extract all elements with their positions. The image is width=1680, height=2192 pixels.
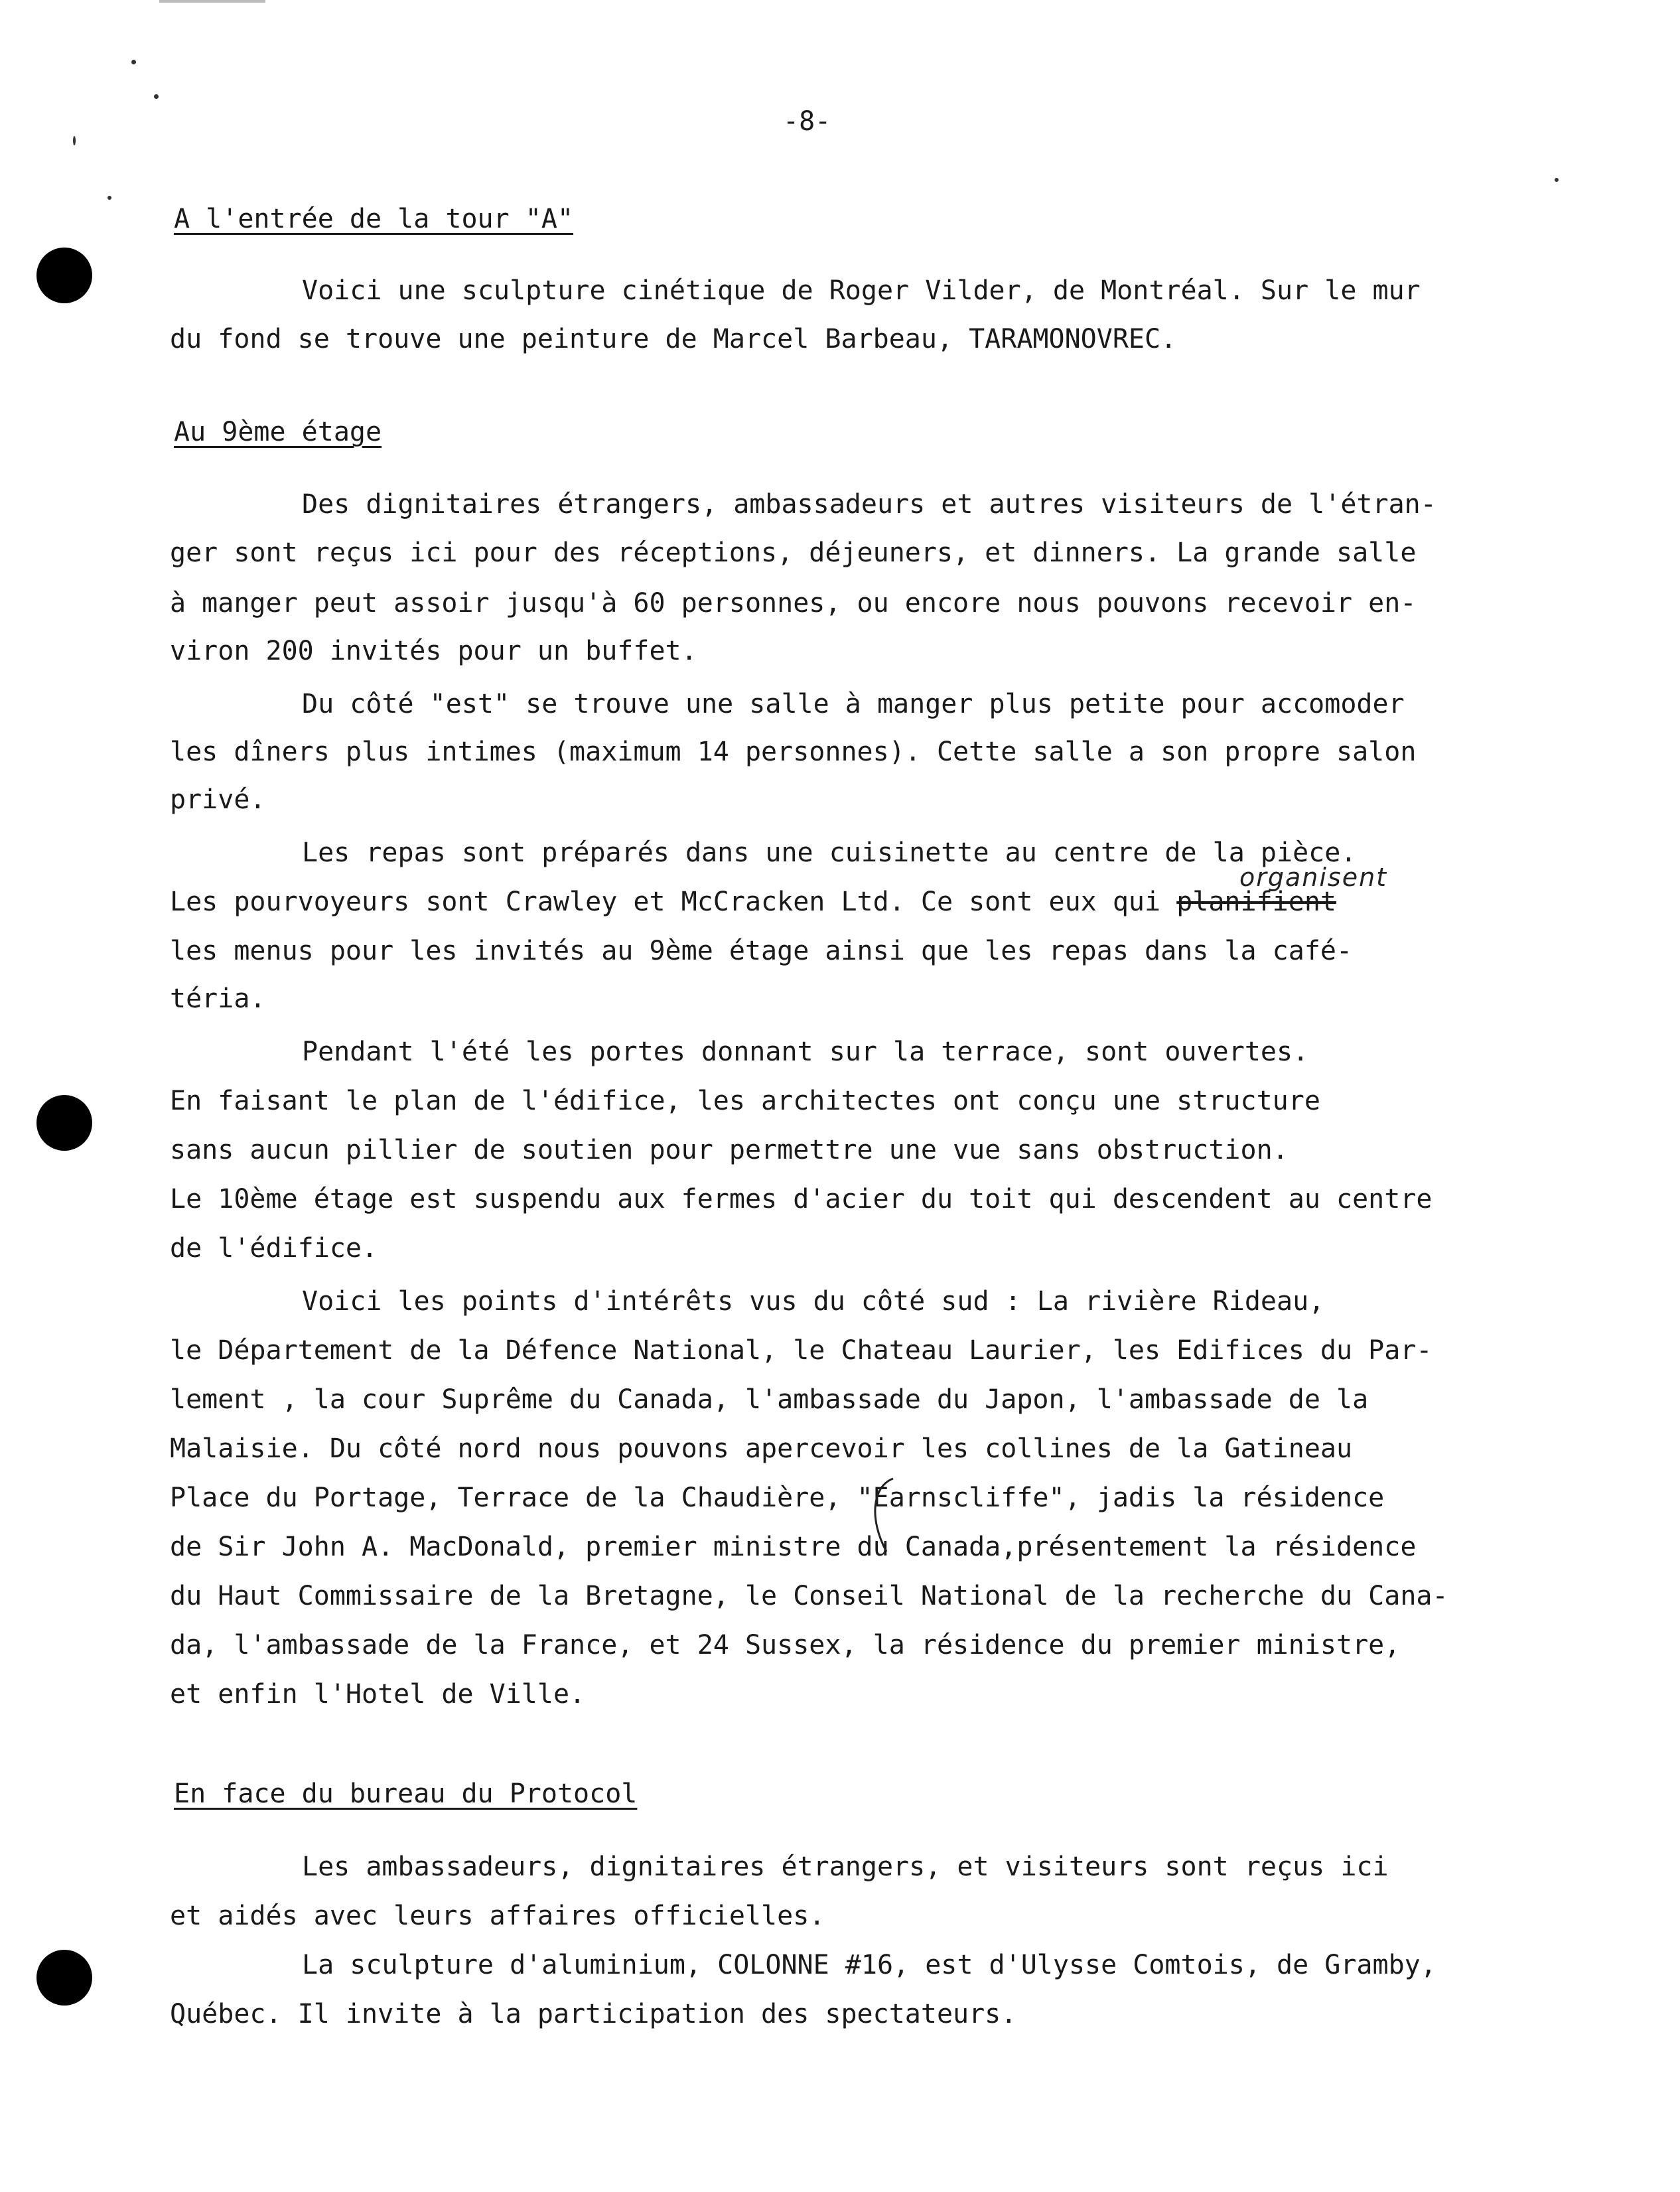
text-line: du Haut Commissaire de la Bretagne, le Conseil National de la recherche du Cana- <box>170 1581 1448 1611</box>
text-line: Québec. Il invite à la participation des spectateurs. <box>170 1999 1017 2029</box>
text-line: Le 10ème étage est suspendu aux fermes d'acier du toit qui descendent au centre <box>170 1184 1433 1214</box>
text-line: ger sont reçus ici pour des réceptions, déjeuners, et dinners. La grande salle <box>170 538 1417 568</box>
text-line: à manger peut assoir jusqu'à 60 personnes, ou encore nous pouvons recevoir en- <box>170 588 1417 619</box>
text-line: de Sir John A. MacDonald, premier ministre du Canada,présentement la résidence <box>170 1532 1417 1562</box>
text-line: du fond se trouve une peinture de Marcel Barbeau, TARAMONOVREC. <box>170 324 1177 354</box>
text-line: Voici les points d'intérêts vus du côté sud : La rivière Rideau, <box>302 1286 1325 1317</box>
punch-hole <box>36 1095 92 1151</box>
text-line: da, l'ambassade de la France, et 24 Sussex, la résidence du premier ministre, <box>170 1630 1401 1660</box>
text-segment: Les pourvoyeurs sont Crawley et McCracken Ltd. Ce sont eux qui <box>170 887 1161 917</box>
text-line: et aidés avec leurs affaires officielles. <box>170 1901 825 1931</box>
text-line: Malaisie. Du côté nord nous pouvons apercevoir les collines de la Gatineau <box>170 1433 1353 1464</box>
text-line: de l'édifice. <box>170 1233 378 1264</box>
text-line: sans aucun pillier de soutien pour permettre une vue sans obstruction. <box>170 1135 1289 1165</box>
scan-speck <box>73 136 76 145</box>
text-line: lement , la cour Suprême du Canada, l'ambassade du Japon, l'ambassade de la <box>170 1384 1369 1415</box>
text-line: et enfin l'Hotel de Ville. <box>170 1679 586 1710</box>
text-line <box>170 887 1336 917</box>
section-heading-tour-a: A l'entrée de la tour "A" <box>174 204 574 234</box>
text-line: En faisant le plan de l'édifice, les architectes ont conçu une structure <box>170 1086 1320 1116</box>
text-line: Pendant l'été les portes donnant sur la terrace, sont ouvertes. <box>302 1037 1309 1067</box>
punch-hole <box>36 248 92 303</box>
text-line: les dîners plus intimes (maximum 14 personnes). Cette salle a son propre salon <box>170 737 1417 767</box>
scan-speck <box>1555 178 1559 182</box>
struck-word: planifient <box>1176 887 1337 917</box>
text-line: Voici une sculpture cinétique de Roger Vilder, de Montréal. Sur le mur <box>302 275 1421 306</box>
handwritten-correction: organisent <box>1239 863 1388 892</box>
text-line: Des dignitaires étrangers, ambassadeurs et autres visiteurs de l'étran- <box>302 489 1436 520</box>
scan-speck <box>154 94 159 99</box>
text-line: le Département de la Défence National, le Chateau Laurier, les Edifices du Par- <box>170 1335 1433 1366</box>
handwritten-bracket-mark <box>860 1473 900 1560</box>
section-heading-9eme-etage: Au 9ème étage <box>174 417 382 447</box>
text-line: Du côté "est" se trouve une salle à manger plus petite pour accomoder <box>302 689 1405 719</box>
scan-speck <box>131 60 136 64</box>
text-line: Place du Portage, Terrace de la Chaudière, "Earnscliffe", jadis la résidence <box>170 1483 1385 1513</box>
text-line: Les ambassadeurs, dignitaires étrangers, et visiteurs sont reçus ici <box>302 1852 1389 1882</box>
scan-speck <box>107 196 111 200</box>
page-number: -8- <box>783 106 831 137</box>
text-line: privé. <box>170 784 266 815</box>
text-line: Les repas sont préparés dans une cuisinette au centre de la pièce. <box>302 838 1357 868</box>
scan-edge-mark <box>159 0 265 3</box>
text-line: téria. <box>170 984 266 1014</box>
text-line: La sculpture d'aluminium, COLONNE #16, est d'Ulysse Comtois, de Gramby, <box>302 1950 1436 1980</box>
text-line: les menus pour les invités au 9ème étage ainsi que les repas dans la café- <box>170 936 1353 966</box>
section-heading-protocol: En face du bureau du Protocol <box>174 1779 638 1809</box>
punch-hole <box>36 1950 92 2006</box>
text-line: viron 200 invités pour un buffet. <box>170 636 697 666</box>
